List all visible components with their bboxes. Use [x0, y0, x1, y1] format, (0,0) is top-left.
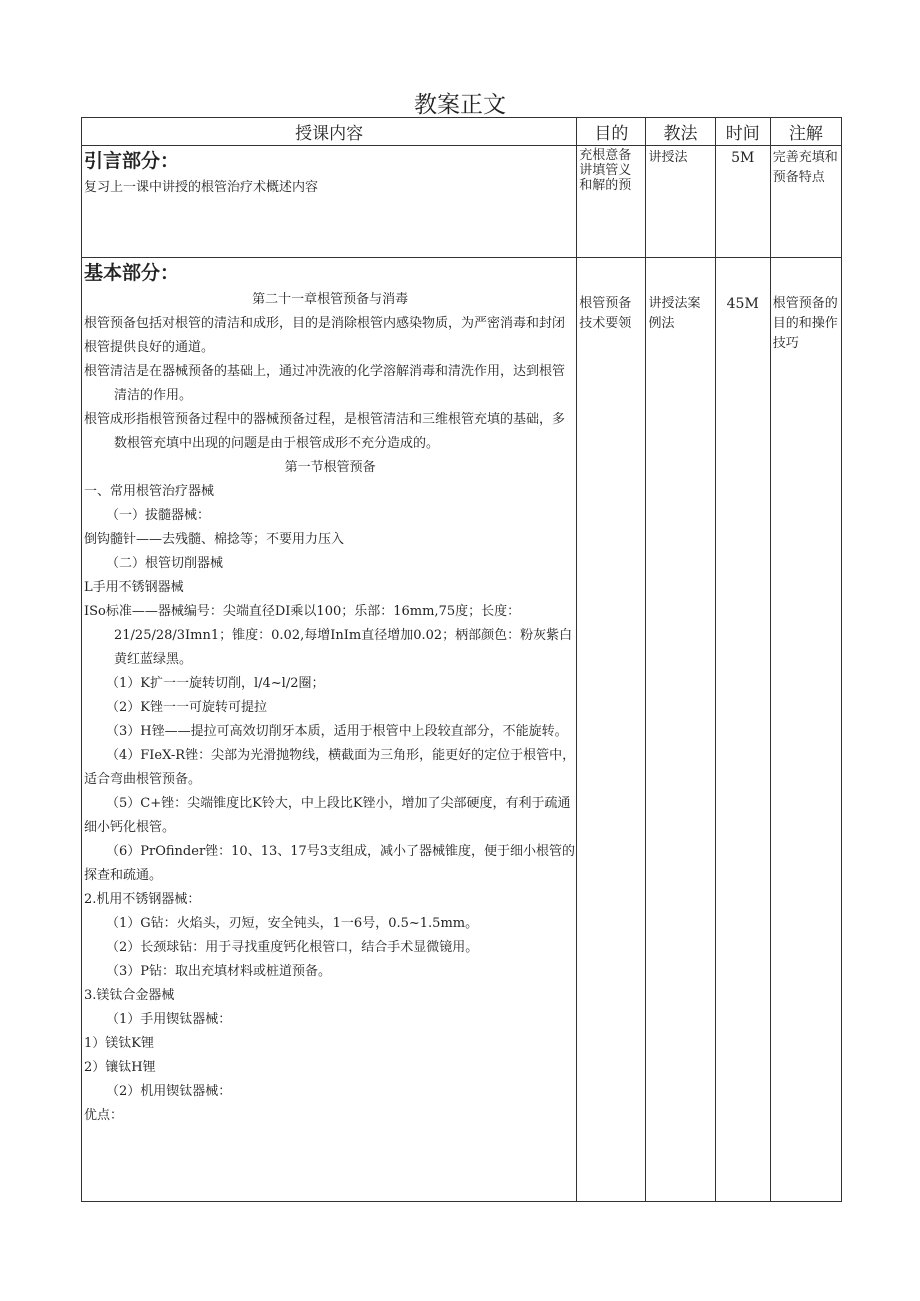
list-item: 2.机用不锈钢器械： [84, 892, 201, 907]
basic-notes: 根管预备的目的和操作技巧 [770, 258, 841, 1202]
basic-row [82, 258, 842, 1202]
paragraph: 根管成形指根管预备过程中的器械预备过程，是根管清洁和三维根管充填的基础，多数根管充填中出现的问题是由于根管成形不充分造成的。 [84, 412, 566, 451]
list-item: （二）根管切削器械 [106, 556, 224, 571]
list-item: 3.镁钛合金器械 [84, 988, 175, 1003]
paragraph: 根管预备包括对根管的清洁和成形，目的是消除根管内感染物质，为严密消毒和封闭根管提供良好的通道。 [84, 316, 566, 355]
list-item [84, 792, 576, 840]
header-notes: 注解 [770, 118, 841, 146]
basic-time: 45M [715, 258, 770, 1202]
header-method: 教法 [646, 118, 715, 146]
list-item: （2）长颈球钻：用于寻找重度钙化根管口，结合手术显微镜用。 [106, 940, 479, 955]
list-item-text: （4）FIeX-R锉：尖部为光滑抛物线，横截面为三角形，能更好的定位于根管中，适合弯曲根管预备。 [84, 748, 576, 787]
paragraph: 根管清洁是在器械预备的基础上，通过冲洗液的化学溶解消毒和清洗作用，达到根管清洁的作用。 [84, 364, 566, 403]
intro-text: 复习上一课中讲授的根管治疗术概述内容 [84, 180, 319, 195]
list-item-text: （5）C+锉：尖端锥度比K铃大，中上段比K锉小，增加了尖部硬度，有利于疏通细小钙化根管。 [84, 796, 571, 835]
list-item: 一、常用根管治疗器械 [84, 484, 215, 499]
list-item-text: （3）H锉——提拉可高效切削牙本质，适用于根管中上段较直部分，不能旋转。 [106, 724, 568, 739]
basic-heading: 基本部分： [84, 262, 180, 284]
basic-method: 讲授法案例法 [646, 258, 715, 1202]
list-item: （一）拔髓器械： [106, 508, 211, 523]
list-item: （1）手用锲钛器械： [106, 1012, 232, 1027]
intro-method: 讲授法 [646, 146, 715, 258]
intro-time: 5M [715, 146, 770, 258]
list-item: （3）P钻：取出充填材料或桩道预备。 [106, 964, 332, 979]
list-item: ISo标准——器械编号：尖端直径DI乘以100；乐部：16mm,75度；长度：21/25/28/3Imn1；锥度：0.02,每增InIm直径增加0.02；柄部颜色：粉灰紫白黄红蓝绿黑。 [84, 604, 573, 667]
list-item: （2）机用锲钛器械： [106, 1084, 232, 1099]
header-purpose: 目的 [577, 118, 646, 146]
lesson-table [81, 117, 842, 1202]
chapter-title: 第二十一章根管预备与消毒 [252, 292, 409, 307]
page-title: 教案正文 [414, 92, 506, 118]
list-item: （1）G钻：火焰头，刃短，安全钝头，1一6号，0.5~1.5mm。 [106, 916, 479, 931]
list-item: （2）K锉一一可旋转可提拉 [106, 700, 267, 715]
header-content: 授课内容 [82, 118, 577, 146]
list-item: 倒钩髓针——去残髓、棉捻等；不要用力压入 [84, 532, 345, 547]
basic-purpose: 根管预备技术要领 [577, 258, 646, 1202]
intro-heading: 引言部分： [84, 150, 180, 172]
intro-notes: 完善充填和预备特点 [770, 146, 841, 258]
intro-purpose: 充根意备讲填管义和解的预 [577, 146, 646, 258]
list-item: 1）镁钛K锂 [84, 1036, 154, 1051]
list-item: 2）镶钛H锂 [84, 1060, 156, 1075]
list-item [84, 840, 576, 888]
list-item [84, 720, 576, 744]
list-item: L手用不锈钢器械 [84, 580, 184, 595]
basic-content [82, 258, 577, 1202]
intro-content [82, 146, 577, 258]
header-time: 时间 [715, 118, 770, 146]
list-item: （1）K扩一一旋转切削，l/4~l/2圈； [106, 676, 325, 691]
header-row [82, 118, 842, 146]
section-title: 第一节根管预备 [284, 460, 376, 475]
list-item: 优点： [84, 1108, 124, 1123]
list-item-text: （6）PrOfinder锉：10、13、17号3支组成，减小了器械锥度，便于细小根管的探查和疏通。 [84, 844, 576, 883]
intro-row [82, 146, 842, 258]
list-item [84, 744, 576, 792]
